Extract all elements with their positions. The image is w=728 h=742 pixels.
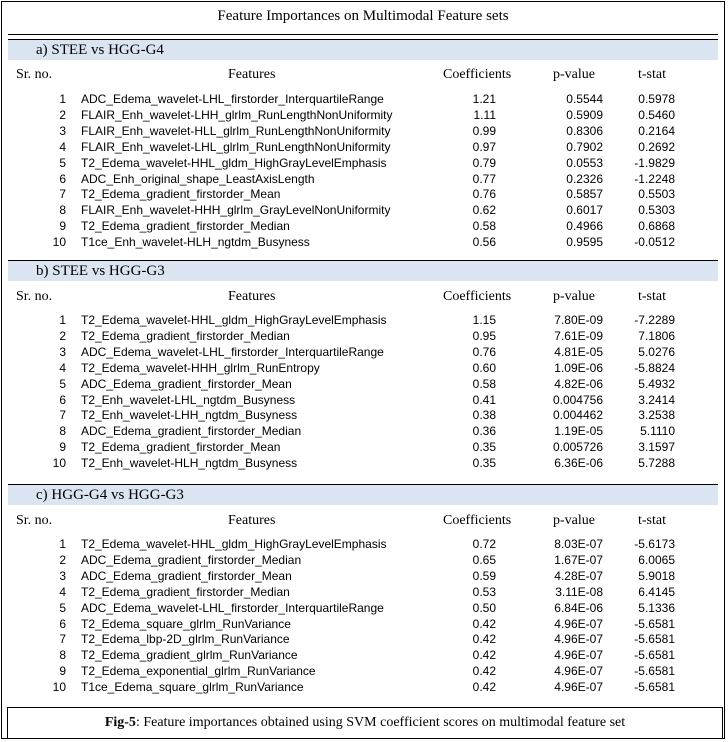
row-sr: 6 [59, 392, 66, 407]
header-coefficients: Coefficients [443, 67, 512, 82]
row-feature: T2_Edema_gradient_firstorder_Median [81, 219, 290, 234]
table-row [2, 617, 724, 633]
row-pvalue: 4.28E-07 [554, 568, 603, 583]
row-coefficient: 0.58 [472, 219, 496, 234]
table-row [2, 569, 724, 585]
row-tstat: 5.9018 [638, 568, 675, 583]
row-pvalue: 0.9595 [566, 235, 603, 250]
row-coefficient: 0.53 [472, 584, 496, 599]
row-sr: 3 [59, 344, 66, 359]
row-sr: 6 [59, 616, 66, 631]
row-coefficient: 0.35 [472, 456, 496, 471]
table-row [2, 108, 724, 124]
row-coefficient: 0.65 [472, 552, 496, 567]
row-feature: T2_Edema_wavelet-HHL_gldm_HighGrayLevelEmphasis [81, 313, 387, 327]
header-features: Features [228, 289, 276, 304]
row-pvalue: 0.4966 [566, 219, 603, 234]
row-feature: ADC_Edema_wavelet-LHL_firstorder_InterquartileRange [81, 92, 384, 106]
row-pvalue: 0.6017 [566, 203, 603, 218]
table-row [2, 219, 724, 235]
row-coefficient: 0.62 [472, 203, 496, 218]
row-coefficient: 0.60 [472, 360, 496, 375]
table-row [2, 329, 724, 345]
table-row [2, 203, 724, 219]
row-coefficient: 0.59 [472, 568, 496, 583]
row-pvalue: 0.2326 [566, 171, 603, 186]
row-pvalue: 0.004462 [552, 408, 603, 423]
row-pvalue: 6.84E-06 [554, 600, 603, 615]
row-coefficient: 0.79 [472, 155, 496, 170]
table-row [2, 345, 724, 361]
row-feature: T2_Edema_gradient_firstorder_Mean [81, 440, 281, 455]
row-feature: T2_Edema_wavelet-HHH_glrlm_RunEntropy [81, 360, 320, 375]
row-sr: 10 [52, 235, 66, 250]
row-pvalue: 1.09E-06 [554, 360, 603, 375]
row-coefficient: 0.76 [472, 344, 496, 359]
header-coefficients: Coefficients [443, 513, 512, 528]
table-row [2, 393, 724, 409]
row-feature: ADC_Edema_gradient_firstorder_Mean [81, 376, 292, 391]
table-row [2, 377, 724, 393]
row-coefficient: 0.42 [472, 616, 496, 631]
table-row [2, 172, 724, 188]
row-coefficient: 0.97 [472, 139, 496, 154]
row-coefficient: 1.11 [473, 107, 496, 122]
row-pvalue: 7.80E-09 [554, 313, 603, 327]
row-tstat: 0.5503 [638, 187, 675, 202]
header-tstat: t-stat [638, 67, 666, 82]
row-tstat: 5.7288 [638, 456, 675, 471]
row-coefficient: 0.41 [472, 392, 496, 407]
row-tstat: 6.4145 [638, 584, 675, 599]
row-tstat: 0.6868 [638, 219, 675, 234]
row-pvalue: 4.81E-05 [554, 344, 603, 359]
row-tstat: 5.1336 [638, 600, 675, 615]
row-feature: T2_Enh_wavelet-LHH_ngtdm_Busyness [81, 408, 298, 423]
row-pvalue: 4.96E-07 [554, 664, 603, 679]
header-tstat: t-stat [638, 513, 666, 528]
table-row [2, 456, 724, 472]
row-sr: 5 [59, 600, 66, 615]
row-sr: 3 [59, 568, 66, 583]
row-pvalue: 0.5909 [566, 107, 603, 122]
table-row [2, 664, 724, 680]
row-coefficient: 0.42 [472, 664, 496, 679]
row-feature: T2_Edema_lbp-2D_glrlm_RunVariance [81, 632, 290, 647]
section-header-c: c) HGG-G4 vs HGG-G3 [8, 484, 718, 505]
row-tstat: 5.1110 [640, 424, 675, 439]
row-sr: 10 [52, 680, 66, 695]
row-tstat: -5.6581 [634, 632, 675, 647]
row-feature: ADC_Enh_original_shape_LeastAxisLength [81, 171, 315, 186]
row-tstat: -5.8824 [634, 360, 675, 375]
row-feature: T2_Edema_wavelet-HHL_gldm_HighGrayLevelEmphasis [81, 155, 387, 170]
row-coefficient: 0.76 [472, 187, 496, 202]
section-header-a: a) STEE vs HGG-G4 [8, 39, 718, 60]
caption-label: Fig-5 [104, 715, 136, 730]
row-feature: T2_Edema_gradient_firstorder_Median [81, 328, 290, 343]
row-pvalue: 0.004756 [552, 392, 603, 407]
row-tstat: -5.6581 [634, 680, 675, 695]
row-tstat: -0.0512 [634, 235, 675, 250]
table-row [2, 92, 724, 108]
row-tstat: 5.0276 [638, 344, 675, 359]
row-feature: ADC_Edema_wavelet-LHL_firstorder_InterquartileRange [81, 600, 384, 615]
row-tstat: 6.0065 [638, 552, 675, 567]
row-feature: FLAIR_Enh_wavelet-LHH_glrlm_RunLengthNonUniformity [81, 107, 393, 122]
table-row [2, 553, 724, 569]
row-feature: T2_Edema_exponential_glrlm_RunVariance [81, 664, 316, 679]
table-row [2, 124, 724, 140]
row-tstat: -5.6173 [634, 537, 675, 551]
row-sr: 1 [59, 537, 66, 551]
row-pvalue: 3.11E-08 [555, 584, 603, 599]
row-coefficient: 0.35 [472, 440, 496, 455]
table-row [2, 680, 724, 696]
row-feature: T1ce_Edema_square_glrlm_RunVariance [81, 680, 304, 695]
row-sr: 4 [59, 360, 66, 375]
row-tstat: 0.5460 [638, 107, 675, 122]
row-sr: 8 [59, 648, 66, 663]
header-tstat: t-stat [638, 289, 666, 304]
row-sr: 7 [59, 632, 66, 647]
row-coefficient: 0.42 [472, 632, 496, 647]
row-pvalue: 4.96E-07 [554, 680, 603, 695]
row-coefficient: 0.50 [472, 600, 496, 615]
title-divider [8, 34, 718, 35]
row-coefficient: 0.42 [472, 648, 496, 663]
row-tstat: -5.6581 [634, 664, 675, 679]
row-pvalue: 4.82E-06 [554, 376, 603, 391]
row-coefficient: 0.56 [472, 235, 496, 250]
row-pvalue: 4.96E-07 [554, 632, 603, 647]
row-sr: 7 [59, 187, 66, 202]
row-pvalue: 4.96E-07 [554, 648, 603, 663]
row-tstat: 3.1597 [638, 440, 675, 455]
table-row [2, 601, 724, 617]
row-feature: T2_Edema_gradient_glrlm_RunVariance [81, 648, 298, 663]
header-pvalue: p-value [553, 513, 595, 528]
row-pvalue: 0.005726 [552, 440, 603, 455]
row-pvalue: 1.19E-05 [554, 424, 603, 439]
table-row [2, 440, 724, 456]
row-pvalue: 0.7902 [566, 139, 603, 154]
figure-caption [7, 707, 723, 739]
row-tstat: 0.2164 [638, 123, 675, 138]
row-sr: 1 [59, 313, 66, 327]
row-feature: ADC_Edema_gradient_firstorder_Median [81, 552, 302, 567]
row-tstat: 3.2414 [638, 392, 675, 407]
table-row [2, 361, 724, 377]
row-tstat: 7.1806 [638, 328, 675, 343]
row-tstat: -1.9829 [634, 155, 675, 170]
row-coefficient: 0.95 [472, 328, 496, 343]
column-headers-c [2, 513, 724, 529]
row-sr: 10 [52, 456, 66, 471]
table-row [2, 408, 724, 424]
header-features: Features [228, 67, 276, 82]
row-sr: 4 [59, 139, 66, 154]
row-sr: 3 [59, 123, 66, 138]
table-row [2, 140, 724, 156]
row-coefficient: 0.36 [472, 424, 496, 439]
row-feature: FLAIR_Enh_wavelet-LHL_glrlm_RunLengthNonUniformity [81, 139, 391, 154]
row-pvalue: 6.36E-06 [554, 456, 603, 471]
row-coefficient: 1.21 [472, 92, 496, 106]
row-coefficient: 0.77 [472, 171, 496, 186]
row-sr: 4 [59, 584, 66, 599]
row-feature: T2_Edema_square_glrlm_RunVariance [81, 616, 291, 631]
table-row [2, 632, 724, 648]
row-coefficient: 0.58 [472, 376, 496, 391]
row-coefficient: 1.15 [472, 313, 496, 327]
row-tstat: -7.2289 [634, 313, 675, 327]
table-row [2, 537, 724, 553]
row-tstat: 0.5303 [638, 203, 675, 218]
row-feature: ADC_Edema_gradient_firstorder_Mean [81, 568, 292, 583]
row-coefficient: 0.38 [472, 408, 496, 423]
caption-text: : Feature importances obtained using SVM coefficient scores on multimodal feature set [135, 715, 626, 730]
header-coefficients: Coefficients [443, 289, 512, 304]
header-sr: Sr. no. [16, 513, 53, 528]
column-headers-a [2, 67, 724, 83]
table-row [2, 585, 724, 601]
row-coefficient: 0.99 [472, 123, 496, 138]
table-row [2, 187, 724, 203]
row-sr: 6 [59, 171, 66, 186]
row-tstat: -5.6581 [634, 648, 675, 663]
row-sr: 8 [59, 203, 66, 218]
header-sr: Sr. no. [16, 67, 53, 82]
row-coefficient: 0.72 [472, 537, 496, 551]
row-pvalue: 0.5544 [566, 92, 603, 106]
row-sr: 2 [59, 107, 66, 122]
row-sr: 9 [59, 219, 66, 234]
row-feature: T2_Edema_gradient_firstorder_Mean [81, 187, 281, 202]
row-feature: T2_Enh_wavelet-LHL_ngtdm_Busyness [81, 392, 296, 407]
header-features: Features [228, 513, 276, 528]
row-feature: ADC_Edema_wavelet-LHL_firstorder_InterquartileRange [81, 344, 384, 359]
table-row [2, 648, 724, 664]
row-tstat: 0.5978 [638, 92, 675, 106]
row-tstat: -5.6581 [634, 616, 675, 631]
row-pvalue: 1.67E-07 [554, 552, 603, 567]
row-feature: T2_Edema_gradient_firstorder_Median [81, 584, 290, 599]
row-sr: 1 [59, 92, 66, 106]
row-sr: 2 [59, 552, 66, 567]
header-pvalue: p-value [553, 289, 595, 304]
row-feature: T2_Enh_wavelet-HLH_ngtdm_Busyness [81, 456, 298, 471]
table-row [2, 156, 724, 172]
table-title: Feature Importances on Multimodal Feature sets [217, 8, 509, 24]
figure-frame [1, 1, 725, 739]
row-sr: 9 [59, 440, 66, 455]
row-feature: ADC_Edema_gradient_firstorder_Median [81, 424, 302, 439]
column-headers-b [2, 289, 724, 305]
row-pvalue: 0.8306 [566, 123, 603, 138]
row-tstat: 3.2538 [638, 408, 675, 423]
row-sr: 5 [59, 376, 66, 391]
row-sr: 8 [59, 424, 66, 439]
row-feature: FLAIR_Enh_wavelet-HLL_glrlm_RunLengthNonUniformity [81, 123, 391, 138]
section-header-b: b) STEE vs HGG-G3 [8, 260, 718, 281]
row-sr: 5 [59, 155, 66, 170]
row-tstat: 0.2692 [638, 139, 675, 154]
row-pvalue: 4.96E-07 [554, 616, 603, 631]
row-pvalue: 0.5857 [566, 187, 603, 202]
row-tstat: 5.4932 [638, 376, 675, 391]
row-sr: 2 [59, 328, 66, 343]
header-pvalue: p-value [553, 67, 595, 82]
table-row [2, 424, 724, 440]
row-coefficient: 0.42 [472, 680, 496, 695]
row-feature: FLAIR_Enh_wavelet-HHH_glrlm_GrayLevelNonUniformity [81, 203, 391, 218]
row-tstat: -1.2248 [634, 171, 675, 186]
row-pvalue: 8.03E-07 [554, 537, 603, 551]
row-sr: 9 [59, 664, 66, 679]
table-row [2, 235, 724, 251]
row-feature: T1ce_Enh_wavelet-HLH_ngtdm_Busyness [81, 235, 310, 250]
row-feature: T2_Edema_wavelet-HHL_gldm_HighGrayLevelEmphasis [81, 537, 387, 551]
row-pvalue: 7.61E-09 [554, 328, 603, 343]
table-row [2, 313, 724, 329]
row-sr: 7 [59, 408, 66, 423]
row-pvalue: 0.0553 [566, 155, 603, 170]
header-sr: Sr. no. [16, 289, 53, 304]
